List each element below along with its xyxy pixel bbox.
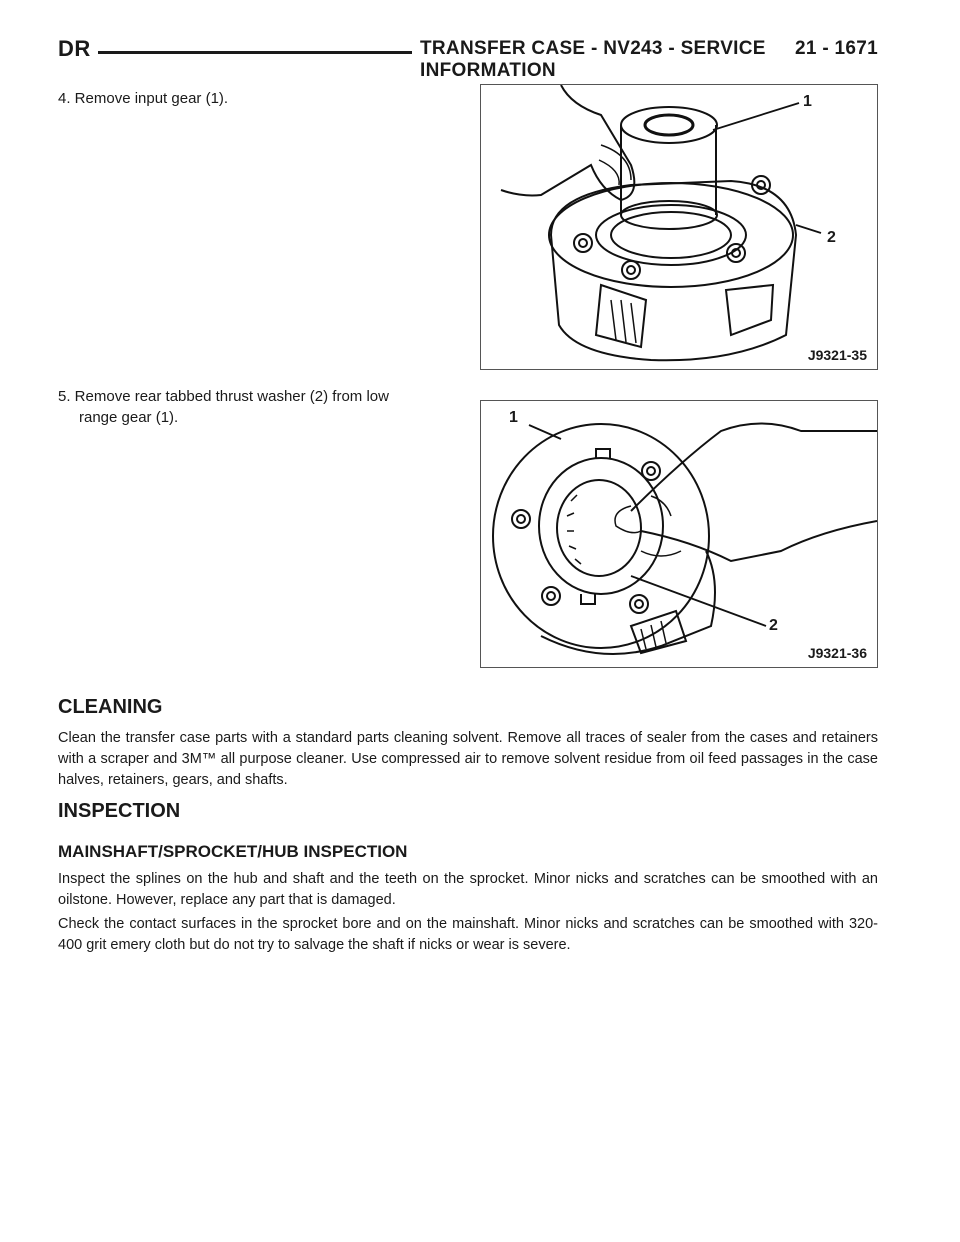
figure1-callout-1: 1	[803, 93, 812, 110]
header-title: TRANSFER CASE - NV243 - SERVICE INFORMATION	[420, 38, 766, 81]
figure1-callout-2: 2	[827, 229, 836, 246]
input-gear-illustration	[481, 85, 877, 369]
inspection-paragraph-1: Inspect the splines on the hub and shaft and the teeth on the sprocket. Minor nicks and scratches can be smoothed with an oilstone. However, replace any part that is damaged.	[58, 871, 878, 908]
figure2-callout-2: 2	[769, 617, 778, 634]
figure1-id: J9321-35	[807, 347, 867, 363]
page-header	[58, 36, 878, 81]
step-5	[58, 386, 444, 428]
header-rule	[98, 51, 412, 54]
header-page-number: 21 - 1671	[795, 38, 878, 59]
cleaning-paragraph: Clean the transfer case parts with a standard parts cleaning solvent. Remove all traces of sealer from the cases and retainers with a scraper and 3M™ all purpose cleaner. Use compressed air to remove solvent residue from oil feed passages in the case halves, retainers, gears, and shafts.	[58, 730, 878, 788]
figure-thrust-washer	[480, 400, 878, 668]
header-section-code: DR	[58, 36, 91, 61]
step-4: 4. Remove input gear (1).	[58, 90, 229, 107]
mainshaft-inspection-subheading: MAINSHAFT/SPROCKET/HUB INSPECTION	[58, 842, 408, 861]
step-5-line2: range gear (1).	[79, 409, 179, 426]
thrust-washer-illustration	[481, 401, 877, 667]
figure-input-gear	[480, 84, 878, 370]
figure2-id: J9321-36	[807, 645, 867, 661]
cleaning-heading: CLEANING	[58, 696, 163, 718]
inspection-heading: INSPECTION	[58, 800, 181, 822]
inspection-paragraph-2: Check the contact surfaces in the sprocket bore and on the mainshaft. Minor nicks and scratches can be smoothed with 320-400 grit emery cloth but do not try to salvage the shaft if nicks or wear is severe.	[58, 916, 878, 953]
step-5-line1: 5. Remove rear tabbed thrust washer (2) from low	[58, 388, 389, 405]
figure2-callout-1: 1	[509, 409, 518, 426]
